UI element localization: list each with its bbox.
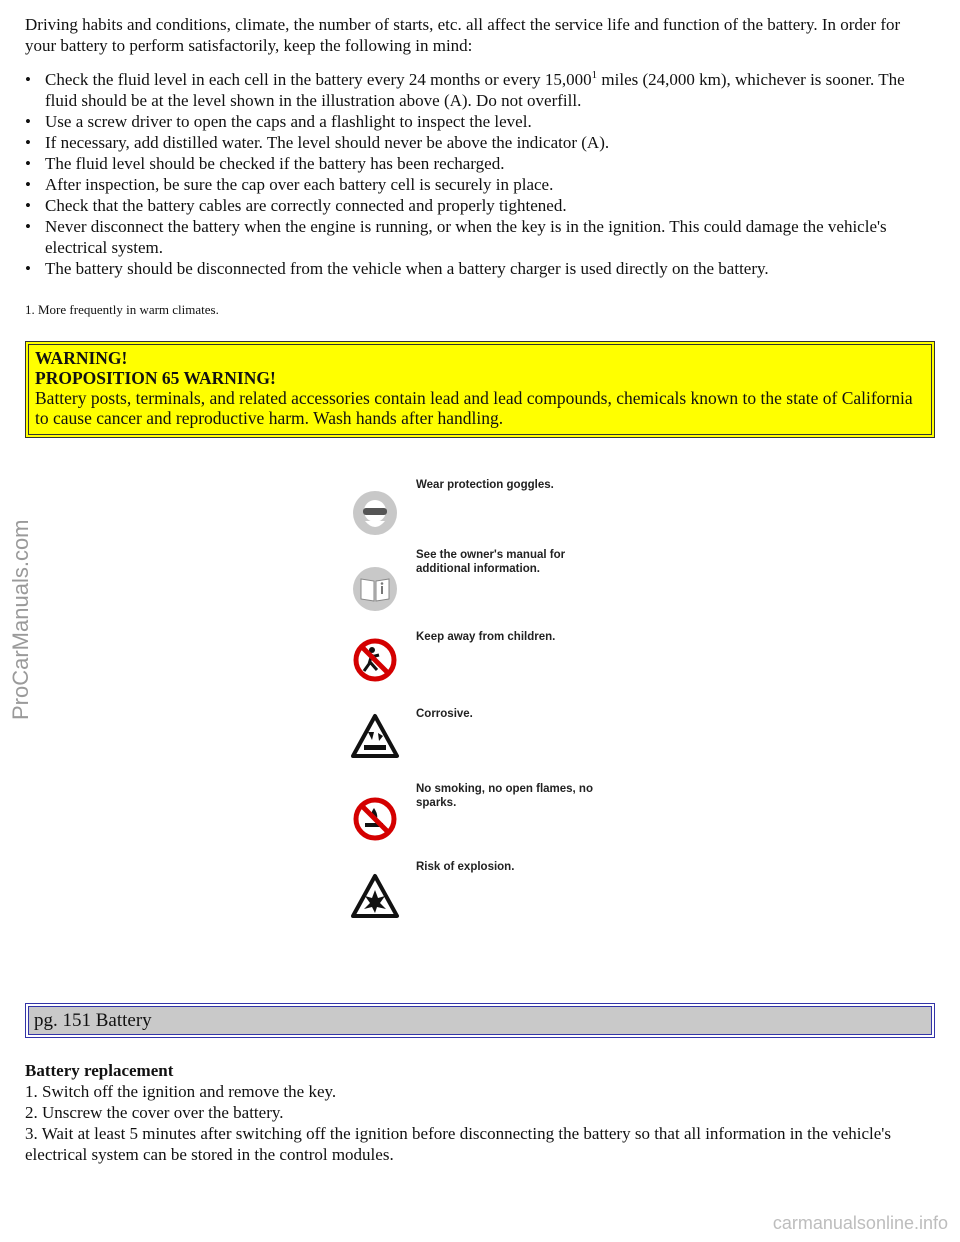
- list-item: • The fluid level should be checked if the battery has been recharged.: [25, 154, 505, 173]
- warning-title: WARNING!: [35, 348, 128, 368]
- bullet-icon: •: [25, 217, 31, 236]
- corrosive-icon: [350, 712, 400, 762]
- bullet-icon: •: [25, 154, 31, 173]
- page-bar-label: pg. 151 Battery: [28, 1006, 932, 1035]
- bullet-icon: •: [25, 196, 31, 215]
- symbol-label: See the owner's manual for additional information.: [416, 549, 566, 575]
- no-children-icon: [350, 635, 400, 685]
- symbol-label: Wear protection goggles.: [416, 479, 554, 491]
- footnote: 1. More frequently in warm climates.: [25, 302, 219, 317]
- list-item: • Check that the battery cables are correctly connected and properly tightened.: [25, 196, 567, 215]
- symbol-label: Risk of explosion.: [416, 861, 515, 873]
- footnote-ref[interactable]: 1: [591, 69, 598, 81]
- footer-watermark: carmanualsonline.info: [772, 1213, 948, 1233]
- warning-box: [25, 341, 935, 438]
- symbol-label: Corrosive.: [416, 708, 473, 720]
- battery-replacement-section: [25, 1060, 935, 1165]
- step-item: 3. Wait at least 5 minutes after switching off the ignition before disconnecting the battery so that all information in the vehicle's electrical system can be stored in the control modules.: [25, 1124, 891, 1164]
- bullet-icon: •: [25, 175, 31, 194]
- page-bar: [25, 1003, 935, 1038]
- page-content: [25, 14, 935, 962]
- bullet-icon: •: [25, 112, 31, 131]
- bullet-icon: •: [25, 133, 31, 152]
- intro-paragraph: Driving habits and conditions, climate, the number of starts, etc. all affect the service life and function of the battery. In order for your battery to perform satisfactorily, keep the following in mind:: [25, 15, 901, 55]
- side-watermark: ProCarManuals.com: [8, 519, 33, 720]
- list-item: • The battery should be disconnected from the vehicle when a battery charger is used directly on the battery.: [25, 259, 769, 278]
- warning-body: Battery posts, terminals, and related accessories contain lead and lead compounds, chemicals known to the state of California to cause cancer and reproductive harm. Wash hands after handling.: [35, 388, 913, 428]
- list-item: • If necessary, add distilled water. The level should never be above the indicator (A).: [25, 133, 610, 152]
- bullet-icon: •: [25, 70, 31, 89]
- step-item: 1. Switch off the ignition and remove the key.: [25, 1082, 337, 1101]
- list-item: • Never disconnect the battery when the engine is running, or when the key is in the ignition. This could damage the vehicle's electrical system.: [25, 217, 887, 257]
- goggles-icon: [350, 488, 400, 538]
- section-title: Battery replacement: [25, 1061, 174, 1080]
- symbol-label: Keep away from children.: [416, 631, 556, 643]
- symbol-label: No smoking, no open flames, no sparks.: [416, 783, 593, 809]
- list-item: • After inspection, be sure the cap over each battery cell is securely in place.: [25, 175, 554, 194]
- maintenance-list: [25, 69, 935, 279]
- no-smoking-icon: [350, 794, 400, 844]
- step-item: 2. Unscrew the cover over the battery.: [25, 1103, 284, 1122]
- list-item: • Check the fluid level in each cell in the battery every 24 months or every 15,000$^1$ miles (24,000 km), whichever is sooner. The fluid should be at the level shown in the illustration above (A). Do not overfill.: [25, 69, 905, 110]
- list-item: • Use a screw driver to open the caps and a flashlight to inspect the level.: [25, 112, 532, 131]
- warning-subtitle: PROPOSITION 65 WARNING!: [35, 368, 276, 388]
- safety-symbols-figure: [25, 462, 935, 962]
- bullet-icon: •: [25, 259, 31, 278]
- manual-icon: [350, 564, 400, 614]
- explosion-icon: [350, 872, 400, 922]
